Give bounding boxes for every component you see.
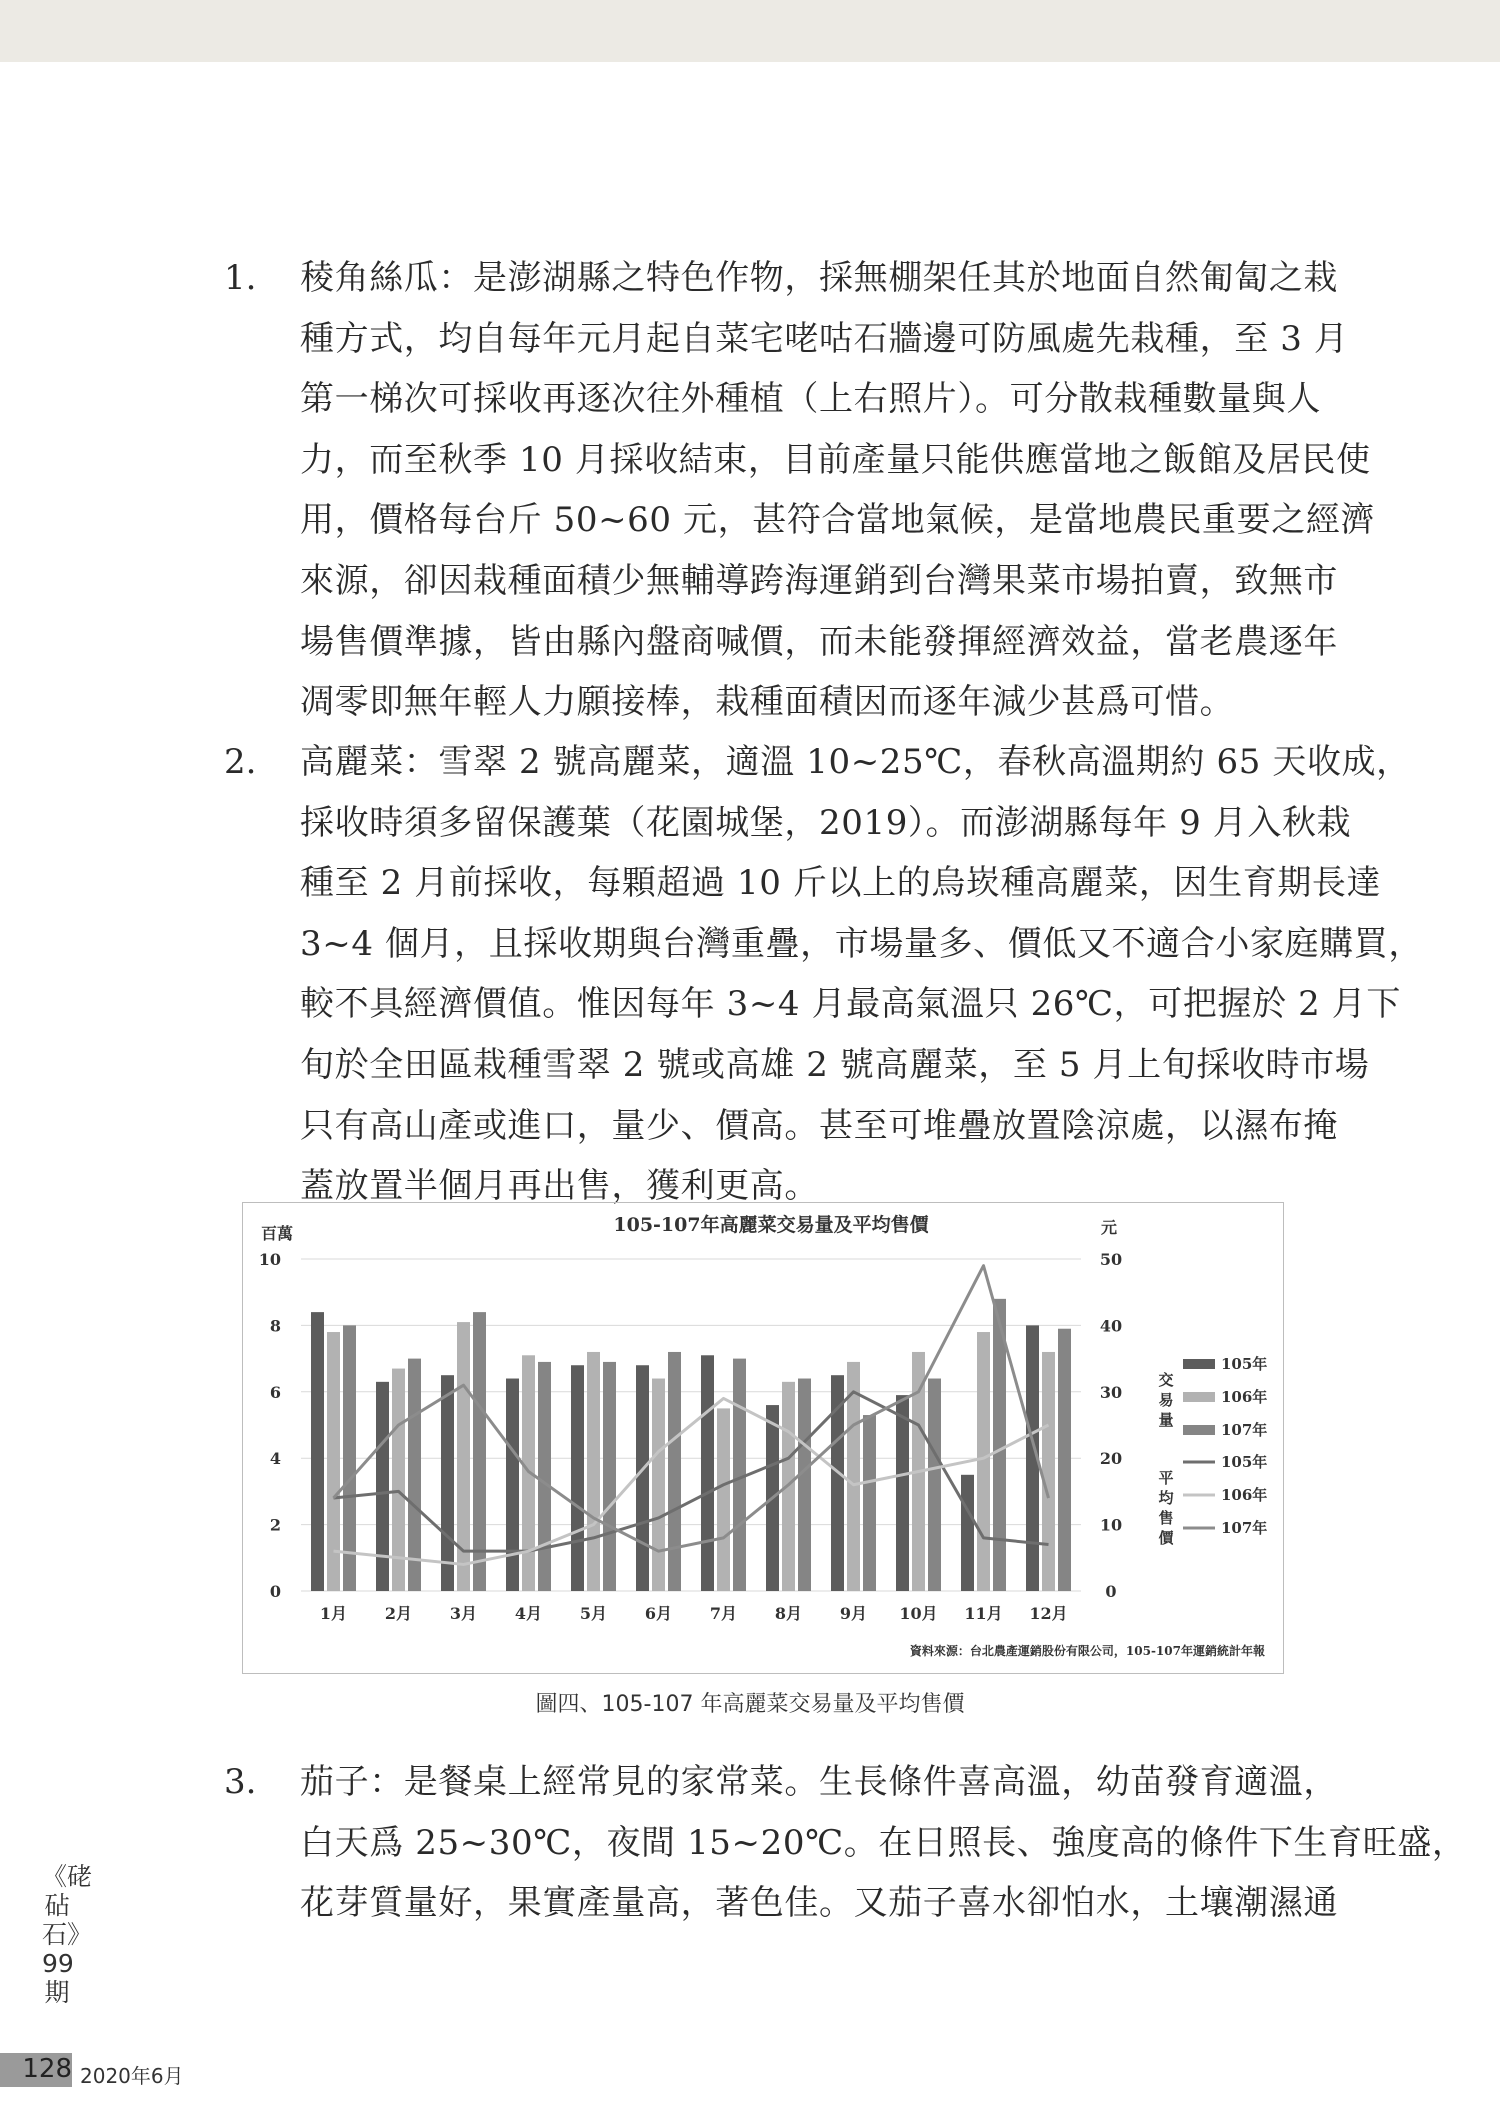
bar-106年-5月: [587, 1352, 600, 1591]
bar-105年-10月: [896, 1395, 909, 1591]
bar-105年-6月: [636, 1365, 649, 1591]
chart-source-note: 資料來源：台北農產運銷股份有限公司，105-107年運銷統計年報: [909, 1644, 1265, 1658]
legend-swatch-bar: [1183, 1425, 1215, 1435]
bar-106年-7月: [717, 1408, 730, 1591]
legend-swatch-bar: [1183, 1392, 1215, 1402]
paragraph-line: 來源，卻因栽種面積少無輔導跨海運銷到台灣果菜市場拍賣，致無市: [300, 560, 1338, 601]
bar-105年-1月: [311, 1312, 324, 1591]
bar-105年-11月: [961, 1475, 974, 1591]
issue-date: 2020年6月: [80, 2064, 184, 2088]
bar-107年-2月: [408, 1359, 421, 1591]
legend-label: 107年: [1221, 1421, 1268, 1439]
bar-105年-3月: [441, 1375, 454, 1591]
chart-legend: [1158, 1355, 1267, 1547]
paragraph-line: 白天爲 25~30℃，夜間 15~20℃。在日照長、強度高的條件下生育旺盛，: [300, 1822, 1467, 1863]
legend-line-group-label: 平均售價: [1158, 1469, 1174, 1547]
chart-lines: [334, 1266, 1049, 1565]
page-top-band: [0, 0, 1500, 62]
right-tick-label: 20: [1099, 1449, 1123, 1469]
paragraph-line: 第一梯次可採收再逐次往外種植（上右照片）。可分散栽種數量與人: [300, 379, 1321, 420]
x-tick-label: 3月: [449, 1604, 478, 1623]
legend-label: 106年: [1221, 1486, 1268, 1504]
paragraph-line: 旬於全田區栽種雪翠 2 號或高雄 2 號高麗菜，至 5 月上旬採收時市場: [300, 1044, 1370, 1085]
paragraph-line: 高麗菜：雪翠 2 號高麗菜，適溫 10~25℃，春秋高溫期約 65 天收成，: [300, 742, 1411, 782]
paragraph-number: 1.: [224, 258, 257, 298]
paragraph-line: 茄子：是餐桌上經常見的家常菜。生長條件喜高溫，幼苗發育適溫，: [300, 1762, 1338, 1802]
bar-106年-6月: [652, 1379, 665, 1591]
paragraph-line: 花芽質量好，果實產量高，著色佳。又茄子喜水卻怕水，土壤潮濕通: [300, 1883, 1338, 1924]
chart-svg: [243, 1203, 1283, 1673]
bar-107年-3月: [473, 1312, 486, 1591]
line-series-106年: [334, 1398, 1049, 1564]
right-tick-label: 30: [1099, 1382, 1123, 1402]
paragraph-line: 種方式，均自每年元月起自菜宅咾咕石牆邊可防風處先栽種，至 3 月: [300, 318, 1349, 359]
bar-107年-6月: [668, 1352, 681, 1591]
paragraph-line: 場售價準據，皆由縣內盤商喊價，而未能發揮經濟效益，當老農逐年: [300, 621, 1338, 662]
chart-bars: [311, 1299, 1071, 1591]
paragraph-line: 稜角絲瓜：是澎湖縣之特色作物，採無棚架任其於地面自然匍匐之栽: [300, 258, 1338, 298]
bar-105年-4月: [506, 1379, 519, 1591]
paragraph-line: 蓋放置半個月再出售，獲利更高。: [300, 1166, 819, 1207]
legend-bar-group-label: 交易量: [1158, 1371, 1174, 1429]
paragraph-line: 較不具經濟價值。惟因每年 3~4 月最高氣溫只 26℃，可把握於 2 月下: [300, 984, 1401, 1025]
x-tick-label: 4月: [514, 1604, 543, 1623]
left-tick-label: 6: [269, 1382, 281, 1402]
x-tick-label: 2月: [384, 1604, 413, 1623]
bar-105年-7月: [701, 1355, 714, 1591]
journal-side-label: 《硓砧石》99期: [42, 1862, 93, 2007]
x-tick-label: 9月: [839, 1604, 868, 1623]
legend-label: 106年: [1221, 1388, 1268, 1406]
bar-107年-8月: [798, 1379, 811, 1591]
bar-107年-12月: [1058, 1329, 1071, 1591]
paragraph-3: [224, 1752, 1467, 1934]
paragraph-line: 用，價格每台斤 50~60 元，甚符合當地氣候，是當地農民重要之經濟: [300, 500, 1376, 541]
legend-label: 107年: [1221, 1519, 1268, 1537]
line-series-105年: [334, 1392, 1049, 1551]
bar-107年-10月: [928, 1379, 941, 1591]
paragraph-1: [224, 248, 1376, 733]
x-tick-label: 7月: [709, 1604, 738, 1623]
bar-106年-12月: [1042, 1352, 1055, 1591]
paragraph-line: 種至 2 月前採收，每顆超過 10 斤以上的烏崁種高麗菜，因生育期長達: [300, 863, 1382, 904]
paragraph-line: 力，而至秋季 10 月採收結束，目前產量只能供應當地之飯館及居民使: [300, 439, 1371, 480]
left-axis-label: 百萬: [260, 1224, 294, 1243]
figure-caption: 圖四、105-107 年高麗菜交易量及平均售價: [535, 1692, 965, 1717]
right-tick-label: 10: [1099, 1515, 1123, 1535]
legend-swatch-bar: [1183, 1359, 1215, 1369]
left-tick-label: 4: [269, 1449, 281, 1469]
page-number: 128: [22, 2054, 72, 2084]
chart-title: 105-107年高麗菜交易量及平均售價: [613, 1214, 929, 1236]
right-tick-label: 0: [1105, 1582, 1117, 1601]
paragraph-line: 採收時須多留保護葉（花園城堡，2019）。而澎湖縣每年 9 月入秋栽: [300, 802, 1352, 843]
legend-label: 105年: [1221, 1453, 1268, 1471]
x-tick-label: 10月: [899, 1604, 938, 1623]
left-tick-label: 10: [258, 1250, 281, 1269]
paragraph-2: [224, 732, 1423, 1217]
x-tick-label: 5月: [579, 1604, 608, 1623]
paragraph-number: 2.: [224, 742, 257, 782]
legend-label: 105年: [1221, 1355, 1268, 1373]
paragraph-line: 只有高山產或進口，量少、價高。甚至可堆疊放置陰涼處，以濕布掩: [300, 1105, 1338, 1146]
bar-105年-2月: [376, 1382, 389, 1591]
left-tick-label: 0: [269, 1582, 281, 1601]
bar-107年-4月: [538, 1362, 551, 1591]
x-tick-label: 6月: [644, 1604, 673, 1623]
bar-107年-5月: [603, 1362, 616, 1591]
bar-107年-9月: [863, 1415, 876, 1591]
paragraph-line: 3~4 個月，且採收期與台灣重疊，市場量多、價低又不適合小家庭購買，: [300, 923, 1423, 964]
x-tick-label: 12月: [1029, 1604, 1068, 1623]
bar-105年-5月: [571, 1365, 584, 1591]
paragraph-line: 凋零即無年輕人力願接棒，栽種面積因而逐年減少甚爲可惜。: [300, 682, 1235, 723]
bar-106年-11月: [977, 1332, 990, 1591]
right-tick-label: 40: [1099, 1316, 1123, 1336]
right-axis-label: 元: [1100, 1218, 1118, 1237]
left-tick-label: 2: [269, 1515, 281, 1535]
x-tick-label: 11月: [964, 1604, 1003, 1623]
line-series-107年: [334, 1266, 1049, 1552]
x-tick-label: 8月: [774, 1604, 803, 1623]
paragraph-number: 3.: [224, 1762, 257, 1802]
right-tick-label: 50: [1099, 1250, 1123, 1269]
chart-figure: [242, 1202, 1284, 1674]
x-tick-label: 1月: [319, 1604, 348, 1623]
left-tick-label: 8: [269, 1316, 281, 1336]
